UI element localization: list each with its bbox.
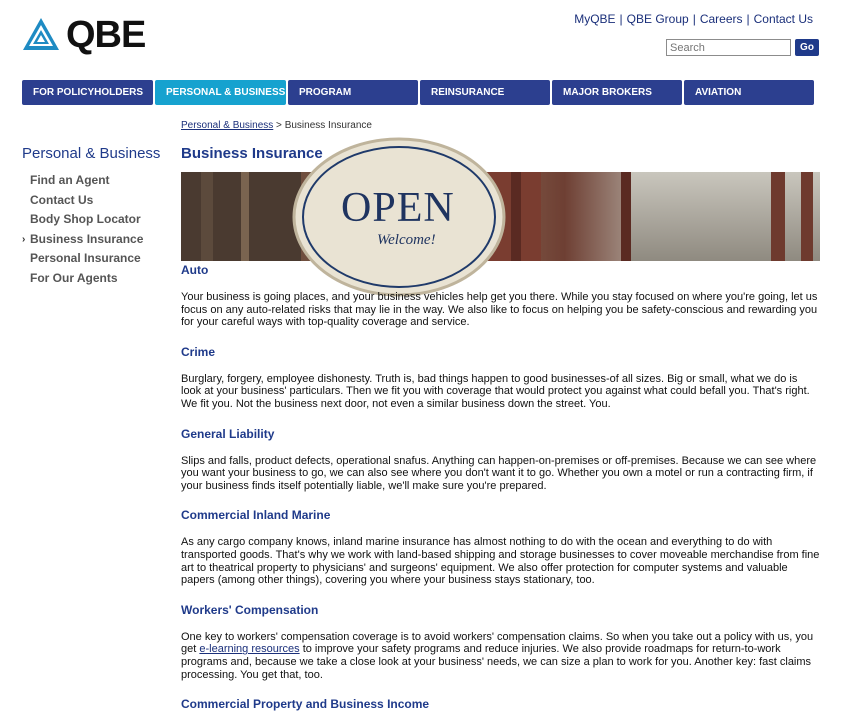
workers-comp-text-1: One key to workers' compensation coverage is to avoid workers' compensation claims. So when you take out a policy with us, you get bbox=[181, 630, 814, 656]
nav-reinsurance[interactable]: REINSURANCE bbox=[420, 80, 550, 105]
breadcrumb-separator: > bbox=[273, 120, 285, 131]
utility-links bbox=[570, 12, 817, 26]
divider: | bbox=[692, 12, 696, 26]
current-page-marker: › bbox=[22, 233, 26, 245]
nav-aviation[interactable]: AVIATION bbox=[684, 80, 814, 105]
nav-for-policyholders[interactable]: FOR POLICYHOLDERS bbox=[22, 80, 153, 105]
section-heading-general-liability: General Liability bbox=[181, 426, 275, 441]
section-body-workers-comp bbox=[181, 631, 820, 681]
section-heading-workers-comp: Workers' Compensation bbox=[181, 602, 319, 617]
divider: | bbox=[619, 12, 623, 26]
nav-major-brokers[interactable]: MAJOR BROKERS bbox=[552, 80, 682, 105]
search-go-button[interactable]: Go bbox=[795, 39, 819, 56]
workers-comp-text-2: to improve your safety programs and reduce injuries. We also provide roadmaps for return-to-work programs and, because we take a close look at your business' needs, we can size a plan to work for you. Another key: fast claims processing. You get that, too. bbox=[181, 643, 812, 681]
sidebar-item-contact-us[interactable] bbox=[22, 192, 143, 212]
section-body-auto: Your business is going places, and your business vehicles help get you there. While you stay focused on where you're going, let us focus on any auto-related risks that may lie in the way. We also like to focus on helping you be safety-conscious and rewarding you for your careful ways with top-quality coverage and service. bbox=[181, 291, 818, 329]
sidebar-item-label: Find an Agent bbox=[30, 173, 110, 187]
link-qbe-group[interactable]: QBE Group bbox=[626, 12, 689, 26]
sidebar-item-for-our-agents[interactable] bbox=[22, 270, 143, 290]
section-heading-inland-marine: Commercial Inland Marine bbox=[181, 508, 331, 523]
breadcrumb bbox=[181, 120, 372, 131]
section-heading-crime: Crime bbox=[181, 344, 216, 359]
sidebar-item-find-an-agent[interactable] bbox=[22, 172, 143, 192]
brand-name: QBE bbox=[66, 14, 146, 56]
sidebar-item-business-insurance[interactable] bbox=[22, 231, 143, 251]
sidebar-item-label: Contact Us bbox=[30, 192, 94, 207]
page-title: Business Insurance bbox=[181, 145, 323, 162]
breadcrumb-current: Business Insurance bbox=[284, 120, 372, 131]
section-heading-auto: Auto bbox=[181, 263, 209, 277]
sidebar-item-body-shop-locator[interactable] bbox=[22, 211, 143, 231]
sidebar-item-label: For Our Agents bbox=[30, 270, 118, 285]
qbe-logo-icon bbox=[22, 17, 60, 54]
e-learning-resources-link[interactable]: e-learning resources bbox=[199, 643, 300, 656]
search-form bbox=[666, 39, 819, 56]
breadcrumb-parent[interactable]: Personal & Business bbox=[181, 120, 274, 131]
open-sign-banner-image bbox=[181, 172, 820, 261]
section-body-inland-marine: As any cargo company knows, inland marine insurance has almost nothing to do with the ocean and everything to do with transported goods. That's why we work with land-based shipping and storage businesses to cover moveable merchandise from fine art to theatrical property to physicians' and surgeons' equipment. We also offer protection for computer systems and valuable papers (among other things), covering you where your business stays stationary, too. bbox=[181, 536, 820, 587]
banner-photo bbox=[181, 172, 820, 261]
qbe-logo[interactable] bbox=[22, 14, 146, 56]
divider: | bbox=[746, 12, 750, 26]
sign-word-welcome: Welcome! bbox=[377, 232, 436, 248]
section-body-crime: Burglary, forgery, employee dishonesty. Truth is, bad things happen to good businesses-of all sizes. Big or small, what we do is look at your business' particulars. Then we fit you with coverage that would protect you against what could befall you. That's right. We fit you. Not the business next door, not even a similar business down the street. You. bbox=[181, 372, 810, 410]
sign-word-open: OPEN bbox=[341, 185, 455, 231]
section-heading-commercial-property: Commercial Property and Business Income bbox=[181, 697, 430, 712]
sidebar-item-label: Personal Insurance bbox=[30, 251, 141, 265]
nav-personal-business[interactable]: PERSONAL & BUSINESS bbox=[155, 80, 286, 105]
link-careers[interactable]: Careers bbox=[699, 12, 743, 26]
sidebar-menu bbox=[22, 172, 143, 289]
sidebar-item-label: Business Insurance bbox=[30, 231, 144, 246]
nav-program[interactable]: PROGRAM bbox=[288, 80, 418, 105]
link-contact-us[interactable]: Contact Us bbox=[753, 12, 813, 26]
search-input[interactable] bbox=[666, 39, 791, 56]
main-nav bbox=[22, 80, 814, 105]
sidebar-item-label: Body Shop Locator bbox=[30, 212, 141, 226]
link-myqbe[interactable]: MyQBE bbox=[574, 12, 616, 26]
coverage-sections bbox=[181, 263, 820, 725]
sidebar-item-personal-insurance[interactable] bbox=[22, 250, 143, 270]
section-body-general-liability: Slips and falls, product defects, operational snafus. Anything can happen-on-premises or off-premises. Because we can see where you want your business to go, we can also see where you don't want it to go. Whether you own a motel or run a contracting firm, if your business finds itself potentially liable, we'll make sure you're prepared. bbox=[181, 454, 817, 492]
sidebar-title: Personal & Business bbox=[22, 145, 161, 162]
